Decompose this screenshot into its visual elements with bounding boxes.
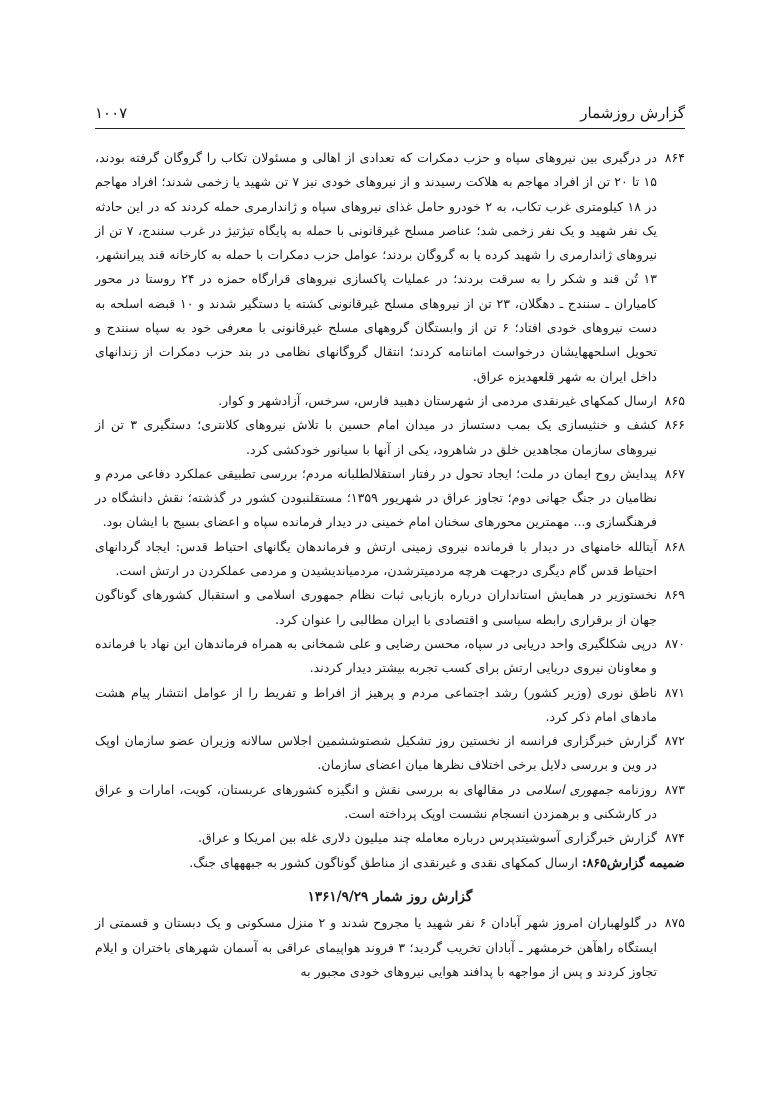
entry-872 [95, 729, 685, 778]
entry-text: نخستوزیر در همایش استانداران درباره بازیابی ثبات نظام جمهوری اسلامی و استقبال کشورهای گوناگون جهان از برقراری رابطه سیاسی و اقتصادی با ایران مطالبی را عنوان کرد. [95, 587, 657, 627]
entry-text-after: در مقالهای به بررسی نقش و انگیزه کشورهای عربستان، کویت، امارات و عراق در کارشکنی و برهمزدن انسجام نشست اوپک پرداخته است. [95, 781, 657, 822]
entry-number: ۸۷۰ [664, 635, 685, 651]
entry-870 [95, 632, 685, 681]
entry-text: در گلولهباران امروز شهر آبادان ۶ نفر شهید یا مجروح شدند و ۲ منزل مسکونی و یک دبستان و قسمتی از ایستگاه راهآهن خرمشهر ـ آبادان تخریب گردید؛ ۳ فروند هواپیمای عراقی به آسمان شهرهای باختران و ایلام تجاوز کردند و پس از مواجهه با پدافند هوایی نیروهای خودی مجبور به [95, 915, 657, 979]
entry-number: ۸۷۵ [664, 915, 685, 931]
entry-text [95, 778, 657, 827]
entry-text: گزارش خبرگزاری فرانسه از نخستین روز تشکیل شصتوششمین اجلاس سالانه وزیران عضو سازمان اوپک در وین و بررسی دلایل برخی اختلاف نظرها میان اعضای سازمان. [95, 733, 657, 773]
entry-text: پیدایش روح ایمان در ملت؛ ایجاد تحول در رفتار استقلالطلبانه مردم؛ بررسی تطبیقی عملکرد دفاعی مردم و نظامیان در جنگ جهانی دوم؛ تجاوز عراق در شهریور ۱۳۵۹؛ مستقلنبودن کشور در گذشته؛ نقش دانشگاه در فرهنگسازی و... مهمترین محورهای سخنان امام خمینی در دیدار فرمانده سپاه و اعضای بسیج با ایشان بود. [95, 465, 657, 530]
entry-869 [95, 583, 685, 632]
entry-number: ۸۶۶ [664, 417, 685, 433]
entry-867 [95, 462, 685, 535]
entry-text: آیتالله خامنهای در دیدار با فرمانده نیروی زمینی ارتش و فرماندهان یگانهای احتیاط قدس: ایجاد گردانهای احتیاط قدس گام دیگری درجهت هرچه مردمیترشدن، مردمیاندیشیدن و مردمی عملکردن در ارتش است. [95, 538, 657, 579]
newspaper-name: جمهوری اسلامی [525, 781, 613, 797]
entry-874 [95, 826, 685, 850]
entry-text-before: روزنامه [617, 781, 657, 797]
entry-number: ۸۶۸ [664, 538, 685, 554]
page-number: ۱۰۰۷ [95, 104, 128, 122]
entry-865 [95, 389, 685, 413]
entry-text: کشف و خنثیسازی یک بمب دستساز در میدان امام حسین با تلاش نیروهای کلانتری؛ دستگیری ۳ تن از نیروهای سازمان مجاهدین خلق در شاهرود، یکی از آنها با سیانور خودکشی کرد. [95, 417, 657, 457]
entry-864 [95, 146, 685, 389]
entry-number: ۸۶۴ [664, 150, 685, 165]
entry-number: ۸۶۹ [664, 587, 685, 603]
entry-number: ۸۷۴ [664, 830, 685, 846]
entry-871 [95, 681, 685, 730]
entry-text: ارسال کمکهای غیرنقدی مردمی از شهرستان دهبید فارس، سرخس، آزادشهر و کوار. [218, 392, 657, 408]
entry-text: گزارش خبرگزاری آسوشیتدپرس درباره معامله چند میلیون دلاری غله بین امریکا و عراق. [198, 830, 657, 846]
entry-number: ۸۶۷ [664, 465, 685, 481]
running-title: گزارش روزشمار [580, 104, 685, 122]
page-header [95, 92, 685, 129]
entry-868 [95, 535, 685, 584]
entry-number: ۸۷۲ [664, 733, 685, 749]
entry-866 [95, 413, 685, 462]
entry-875 [95, 911, 685, 984]
entry-number: ۸۷۳ [664, 781, 685, 797]
page-content [95, 146, 685, 984]
appendix-label: ضمیمه گزارش۸۶۵: [581, 854, 685, 870]
entry-873 [95, 778, 685, 827]
entry-number: ۸۷۱ [664, 684, 685, 700]
entry-text: درپی شکلگیری واحد دریایی در سپاه، محسن رضایی و علی شمخانی به همراه فرماندهان این نهاد با فرمانده و معاونان نیروی دریایی ارتش برای کسب تجربه بیشتر دیدار کردند. [95, 635, 657, 676]
entry-text: ناطق نوری (وزیر کشور) رشد اجتماعی مردم و پرهیز از افراط و تفریط را از عوامل انتشار پیام هشت مادهای امام ذکر کرد. [95, 684, 657, 724]
appendix-text: ارسال کمکهای نقدی و غیرنقدی از مناطق گوناگون کشور به جبهههای جنگ. [189, 854, 578, 870]
entry-text: در درگیری بین نیروهای سپاه و حزب دمکرات که تعدادی از اهالی و مسئولان تکاب را گروگان گرفته بودند، ۱۵ تا ۲۰ تن از افراد مهاجم به هلاکت رسیدند و از نیروهای خودی نیز ۷ تن شهید یا زخمی شدند؛ افراد مهاجم در ۱۸ کیلومتری غرب تکاب، به ۲ خودرو حامل غذای نیروهای سپاه و ژاندارمری حمله کردند که در این حادثه یک نفر شهید و یک نفر زخمی شد؛ عناصر مسلح غیرقانونی با حمله به پایگاه تیژتیژ در غرب سنندج، ۷ تن از نیروهای ژاندارمری را شهید کرده یا به گروگان بردند؛ عوامل حزب دمکرات با حمله به کارخانه قند پیرانشهر، ۱۳ تُن قند و شکر را به سرقت بردند؛ در عملیات پاکسازی نیروهای قرارگاه حمزه در ۲۴ روستا در محور کامیاران ـ سنندج ـ دهگلان، ۲۳ تن از نیروهای مسلح غیرقانونی کشته یا دستگیر شدند و ۱۰ قبضه اسلحه به دست نیروهای خودی افتاد؛ ۶ تن از وابستگان گروههای مسلح غیرقانونی با معرفی خود به سپاه سنندج و تحویل اسلحههایشان درخواست اماننامه کردند؛ انتقال گروگانهای نظامی در بند حزب دمکرات از زندانهای داخل ایران به شهر قلعهدیزه عراق. [95, 150, 658, 384]
appendix-note [95, 851, 685, 875]
entry-number: ۸۶۵ [664, 392, 685, 408]
day-report-title: گزارش روز شمار ۱۳۶۱/۹/۲۹ [307, 888, 473, 905]
